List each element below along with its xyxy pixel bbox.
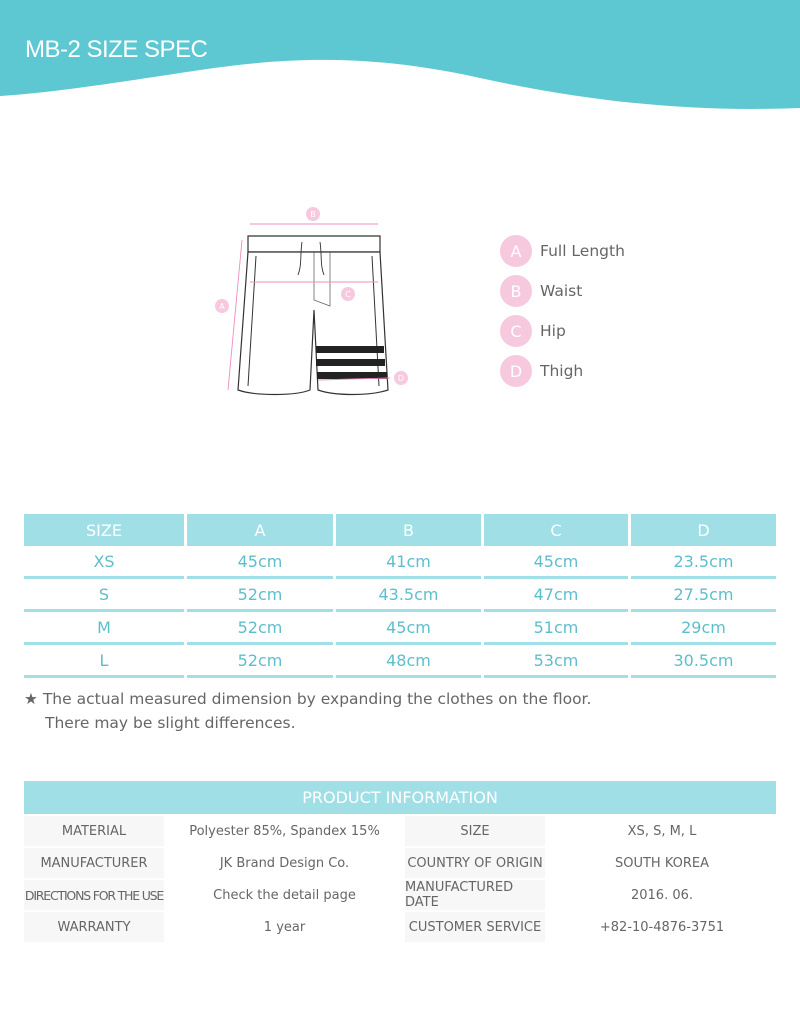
table-row [24,579,776,612]
table-row [24,846,776,878]
note-text-1: The actual measured dimension by expanding the clothes on the floor. [42,690,592,708]
size-table [24,514,776,678]
legend-badge-d: D [500,355,532,387]
info-value-material: Polyester 85%, Spandex 15% [167,816,402,846]
diagram-label-b: B [310,210,316,219]
measurement-legend [500,235,625,395]
value-d: 29cm [631,612,776,645]
legend-label-full-length: Full Length [540,242,625,260]
size-label: XS [24,546,184,579]
size-label: L [24,645,184,678]
info-value-manufacturer: JK Brand Design Co. [167,848,402,878]
table-row [24,612,776,645]
value-c: 45cm [484,546,628,579]
table-row [24,910,776,942]
value-b: 48cm [336,645,481,678]
info-value-warranty: 1 year [167,912,402,942]
legend-item-thigh [500,355,625,387]
info-value-manufactured-date: 2016. 06. [548,880,776,910]
value-a: 52cm [187,645,333,678]
table-row [24,645,776,678]
size-label: S [24,579,184,612]
info-label-manufacturer: MANUFACTURER [24,848,164,878]
product-info-title: PRODUCT INFORMATION [24,781,776,814]
info-label-customer-service: CUSTOMER SERVICE [405,912,545,942]
value-a: 52cm [187,579,333,612]
legend-label-waist: Waist [540,282,583,300]
info-value-country: SOUTH KOREA [548,848,776,878]
shorts-diagram [210,200,430,410]
legend-label-hip: Hip [540,322,566,340]
table-row [24,814,776,846]
info-label-material: MATERIAL [24,816,164,846]
diagram-label-d: D [397,374,405,383]
legend-item-waist [500,275,625,307]
legend-badge-b: B [500,275,532,307]
info-value-customer-service: +82-10-4876-3751 [548,912,776,942]
product-info-table [24,781,776,942]
value-c: 51cm [484,612,628,645]
info-label-warranty: WARRANTY [24,912,164,942]
legend-label-thigh: Thigh [540,362,584,380]
header-c: C [484,514,628,546]
value-d: 27.5cm [631,579,776,612]
size-label: M [24,612,184,645]
info-value-size: XS, S, M, L [548,816,776,846]
value-c: 47cm [484,579,628,612]
size-table-header [24,514,776,546]
header-b: B [336,514,481,546]
header-size: SIZE [24,514,184,546]
info-label-country: COUNTRY OF ORIGIN [405,848,545,878]
header-banner [0,0,800,115]
note-line-1 [24,687,591,711]
measurement-note [24,687,591,735]
value-a: 45cm [187,546,333,579]
note-text-2: There may be slight differences. [45,714,296,732]
info-label-size: SIZE [405,816,545,846]
legend-item-hip [500,315,625,347]
table-row [24,546,776,579]
value-a: 52cm [187,612,333,645]
page-title: MB-2 SIZE SPEC [25,36,208,63]
legend-badge-c: C [500,315,532,347]
diagram-label-a: A [219,302,225,311]
value-b: 41cm [336,546,481,579]
value-b: 45cm [336,612,481,645]
value-b: 43.5cm [336,579,481,612]
info-label-manufactured-date: MANUFACTURED DATE [405,880,545,910]
value-d: 23.5cm [631,546,776,579]
legend-badge-a: A [500,235,532,267]
value-d: 30.5cm [631,645,776,678]
diagram-label-c: C [345,290,351,299]
info-label-directions: DIRECTIONS FOR THE USE [24,880,164,910]
value-c: 53cm [484,645,628,678]
star-icon: ★ [24,690,38,708]
info-value-directions: Check the detail page [167,880,402,910]
legend-item-full-length [500,235,625,267]
header-a: A [187,514,333,546]
table-row [24,878,776,910]
header-d: D [631,514,776,546]
